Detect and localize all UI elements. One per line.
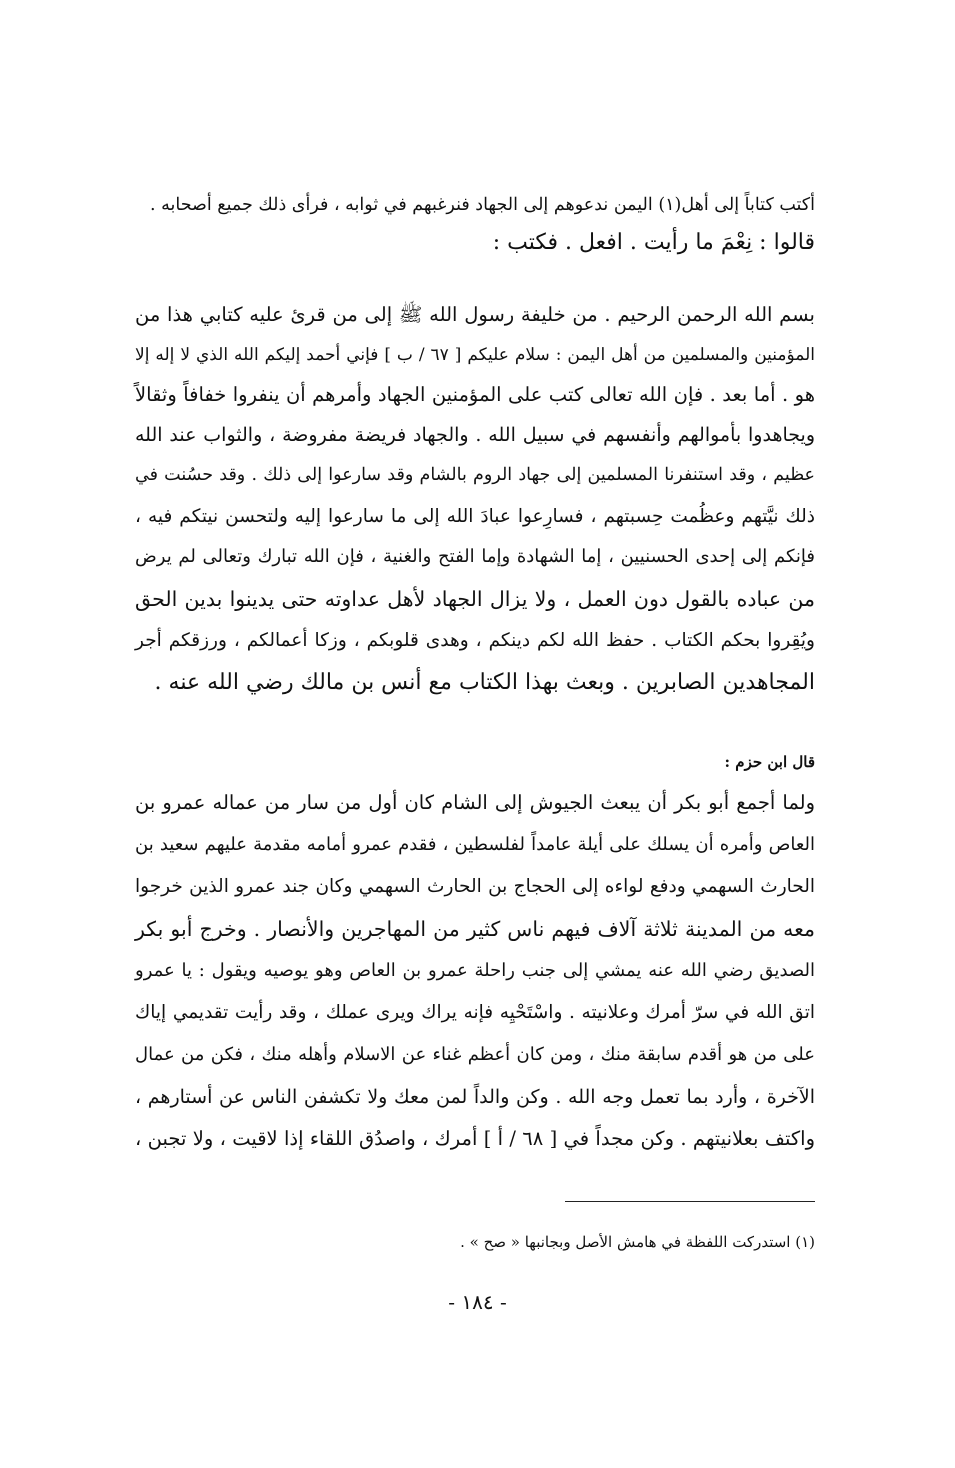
text-line: المجاهدين الصابرين . وبعث بهذا الكتاب مع أنس بن مالك رضي الله عنه .	[154, 670, 815, 695]
text-line: الآخرة ، وأرد بما تعمل وجه الله . وكن والداً لمن معك ولا تكشفن الناس عن أستارهم ،	[135, 1086, 815, 1108]
footnote: (١) استدركت اللفظة في هامش الأصل وبجانبها « صح » .	[460, 1233, 815, 1251]
text-line: أكتب كتاباً إلى أهل(١) اليمن ندعوهم إلى الجهاد فنرغبهم في ثوابه ، فرأى ذلك جميع أصحابه .	[149, 195, 815, 215]
text-line: الصديق رضي الله عنه يمشي إلى جنب راحلة عمرو بن العاص وهو يوصيه ويقول : يا عمرو	[135, 960, 815, 981]
text-line: على من هو أقدم سابقة منك ، ومن كان أعظم غناء عن الاسلام وأهله منك ، فكن من عمال	[135, 1044, 815, 1065]
text-line: الحارث السهمي ودفع لواءه إلى الحجاج بن الحارث السهمي وكان جند عمرو الذين خرجوا	[135, 876, 815, 897]
section-heading: قال ابن حزم :	[724, 753, 815, 771]
text-line: ويجاهدوا بأموالهم وأنفسهم في سبيل الله . والجهاد فريضة مفروضة ، والثواب عند الله	[135, 424, 815, 446]
text-line: واكتف بعلانيتهم . وكن مجداً في [ ٦٨ / أ ] أمرك ، واصدُق اللقاء إذا لاقيت ، ولا تجبن ،	[135, 1127, 815, 1150]
page-number: - ١٨٤ -	[448, 1290, 507, 1314]
text-line: فإنكم إلى إحدى الحسنيين ، إما الشهادة وإما الفتح والغنية ، فإن الله تبارك وتعالى لم يرض	[135, 546, 815, 567]
text-line: العاص وأمره أن يسلك على أيلة عامداً لفلسطين ، فقدم عمرو أمامه مقدمة عليهم سعيد بن	[135, 834, 815, 855]
text-line: ولما أجمع أبو بكر أن يبعث الجيوش إلى الشام كان أول من سار من عماله عمرو بن	[135, 791, 815, 814]
text-line: اتق الله في سرّ أمرك وعلانيته . واسْتَحْيِه فإنه يراك ويرى عملك ، وقد رأيت تقديمي إياك	[135, 1002, 815, 1023]
text-line: ويُقِروا بحكم الكتاب . حفظ الله لكم دينكم ، وهدى قلوبكم ، وزكا أعمالكم ، ورزقكم أجر	[135, 630, 815, 651]
text-line: عظيم ، وقد استنفرنا المسلمين إلى جهاد الروم بالشام وقد سارعوا إلى ذلك . وقد حسُنت في	[135, 465, 815, 485]
text-line: بسم الله الرحمن الرحيم . من خليفة رسول الله ﷺ إلى من قرئ عليه كتابي هذا من	[135, 303, 815, 326]
footnote-separator	[565, 1201, 815, 1202]
text-line: هو . أما بعد . فإن الله تعالى كتب على المؤمنين الجهاد وأمرهم أن ينفروا خفافاً وثقالاً	[135, 383, 815, 406]
text-line: معه من المدينة ثلاثة آلاف فيهم ناس كثير من المهاجرين والأنصار . وخرج أبو بكر	[135, 917, 815, 941]
text-line: ذلك نيَّتهم وعظُمت حِسبتهم ، فسارِعوا عبادَ الله إلى ما سارعوا إليه ولتحسن نيتكم فيه ،	[135, 506, 815, 527]
text-line: قالوا : نِعْمَ ما رأيت . افعل . فكتب :	[492, 230, 815, 255]
text-line: من عباده بالقول دون العمل ، ولا يزال الجهاد لأهل عداوته حتى يدينوا بدين الحق	[135, 587, 816, 611]
text-line: المؤمنين والمسلمين من أهل اليمن : سلام عليكم [ ٦٧ / ب ] فإني أحمد إليكم الله الذي لا إله إلا	[135, 345, 816, 365]
